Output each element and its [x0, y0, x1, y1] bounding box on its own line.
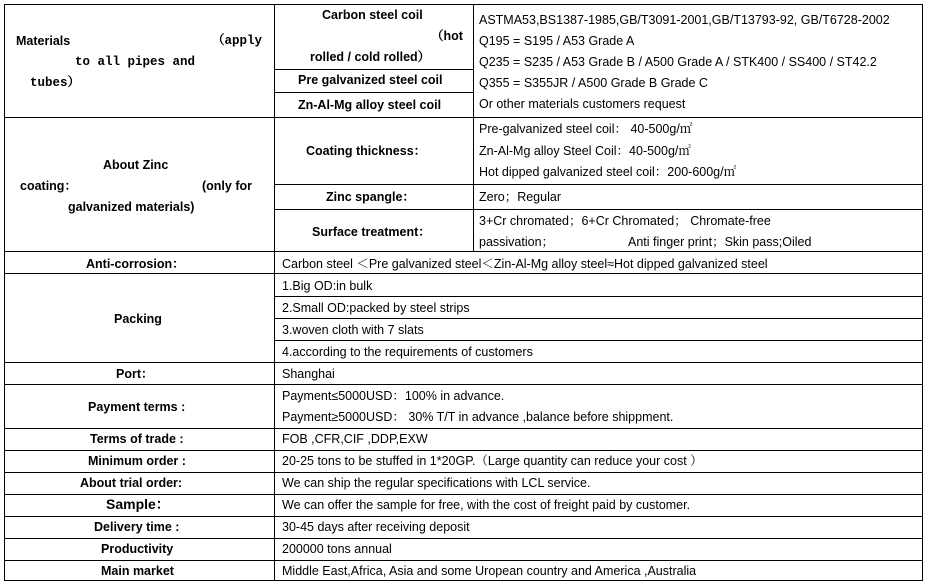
minimum-order-label: Minimum order :: [88, 454, 186, 468]
zinc-label-only: (only for: [202, 179, 252, 193]
payment-line-1: Payment≤5000USD：100% in advance.: [282, 389, 505, 403]
delivery-time-label: Delivery time :: [94, 520, 180, 534]
grade-line-3: Q235 = S235 / A53 Grade B / A500 Grade A / STK400 / SS400 / ST42.2: [479, 55, 877, 69]
materials-label-pipes: to all pipes and: [75, 55, 196, 69]
zinc-label-about: About Zinc: [103, 158, 169, 172]
coating-thickness-label: Coating thickness：: [306, 144, 427, 158]
surface-treatment-label: Surface treatment：: [312, 225, 431, 239]
payment-line-2: Payment≥5000USD： 30% T/T in advance ,balance before shippment.: [282, 410, 674, 424]
surface-treatment-line-2b: Anti finger print；Skin pass;Oiled: [628, 235, 812, 249]
packing-item-2: 2.Small OD:packed by steel strips: [282, 301, 470, 315]
productivity-label: Productivity: [101, 542, 174, 556]
packing-label: Packing: [114, 312, 162, 326]
main-market-value: Middle East,Africa, Asia and some Uropean country and America ,Australia: [282, 564, 697, 578]
materials-label-tubes: tubes）: [30, 76, 81, 90]
coating-thickness-line-2: Zn-Al-Mg alloy Steel Coil：40-500g/㎡: [479, 144, 691, 158]
port-label: Port：: [116, 367, 154, 381]
surface-treatment-line-1: 3+Cr chromated；6+Cr Chromated； Chromate-free: [479, 214, 771, 228]
packing-item-4: 4.according to the requirements of customers: [282, 345, 533, 359]
anti-corrosion-label: Anti-corrosion：: [86, 257, 185, 271]
pre-galvanized-coil-label: Pre galvanized steel coil: [298, 73, 443, 87]
surface-treatment-line-2a: passivation；: [479, 235, 555, 249]
trial-order-label: About trial order:: [80, 476, 183, 490]
materials-label: Materials: [16, 34, 71, 48]
packing-item-1: 1.Big OD:in bulk: [282, 279, 373, 293]
zinc-spangle-label: Zinc spangle：: [326, 190, 415, 204]
carbon-steel-coil-label: Carbon steel coil: [322, 8, 423, 22]
port-value: Shanghai: [282, 367, 335, 381]
packing-item-3: 3.woven cloth with 7 slats: [282, 323, 424, 337]
productivity-value: 200000 tons annual: [282, 542, 392, 556]
terms-of-trade-value: FOB ,CFR,CIF ,DDP,EXW: [282, 432, 428, 446]
zinc-label-coating: coating：: [20, 179, 77, 193]
sample-label: Sample：: [106, 496, 170, 512]
zinc-spangle-value: Zero；Regular: [479, 190, 561, 204]
minimum-order-value: 20-25 tons to be stuffed in 1*20GP.（Large quantity can reduce your cost ）: [282, 454, 703, 468]
main-market-label: Main market: [101, 564, 174, 578]
carbon-steel-coil-hot: （hot: [431, 29, 463, 43]
grade-line-5: Or other materials customers request: [479, 97, 686, 111]
anti-corrosion-value: Carbon steel ＜Pre galvanized steel＜Zin-Al-Mg alloy steel≈Hot dipped galvanized steel: [282, 257, 768, 271]
trial-order-value: We can ship the regular specifications with LCL service.: [282, 476, 591, 490]
coating-thickness-line-1: Pre-galvanized steel coil： 40-500g/㎡: [479, 122, 693, 136]
delivery-time-value: 30-45 days after receiving deposit: [282, 520, 470, 534]
znalmg-coil-label: Zn-Al-Mg alloy steel coil: [298, 98, 442, 112]
terms-of-trade-label: Terms of trade :: [90, 432, 184, 446]
payment-terms-label: Payment terms :: [88, 400, 186, 414]
carbon-steel-coil-rolled: rolled / cold rolled）: [310, 50, 431, 64]
coating-thickness-line-3: Hot dipped galvanized steel coil：200-600g/㎡: [479, 165, 737, 179]
zinc-label-galvanized: galvanized materials): [68, 200, 195, 214]
grade-line-4: Q355 = S355JR / A500 Grade B Grade C: [479, 76, 708, 90]
grade-line-1: ASTMA53,BS1387-1985,GB/T3091-2001,GB/T13793-92, GB/T6728-2002: [479, 13, 890, 27]
sample-value: We can offer the sample for free, with the cost of freight paid by customer.: [282, 498, 691, 512]
grade-line-2: Q195 = S195 / A53 Grade A: [479, 34, 635, 48]
materials-label-apply: （apply: [212, 34, 263, 48]
